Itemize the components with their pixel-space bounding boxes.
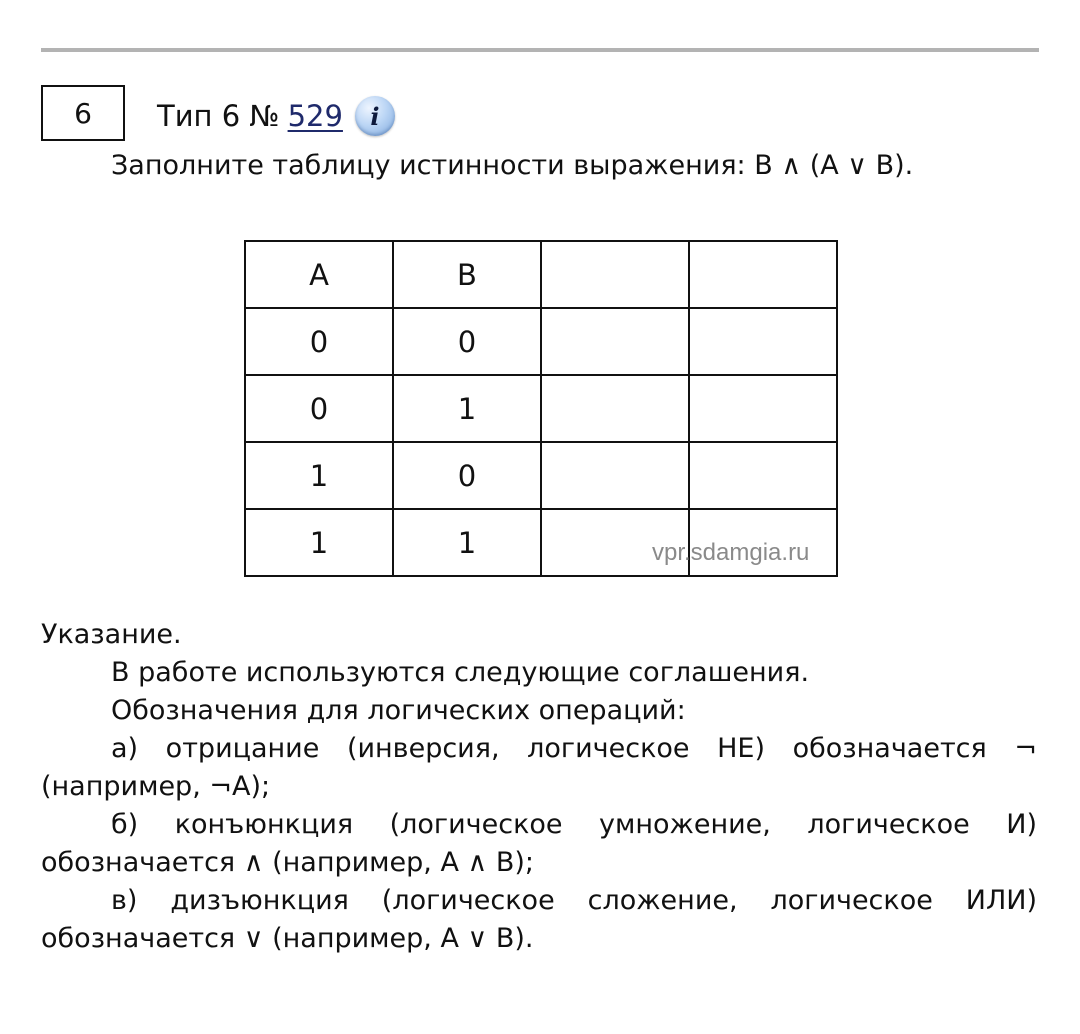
note-paragraph: В работе используются следующие соглашения. xyxy=(111,657,810,688)
top-divider xyxy=(41,48,1039,52)
task-number: 6 xyxy=(74,96,92,130)
note-paragraph: а) отрицание (инверсия, логическое НЕ) обозначается ¬ (например, ¬А); xyxy=(41,733,1037,802)
truth-table xyxy=(244,240,838,577)
table-header-row xyxy=(245,241,837,308)
table-cell: 0 xyxy=(245,308,393,375)
table-cell xyxy=(541,375,689,442)
table-cell: 0 xyxy=(393,442,541,509)
task-number-box xyxy=(41,85,125,141)
table-cell xyxy=(689,375,837,442)
table-cell: 1 xyxy=(393,375,541,442)
table-cell xyxy=(689,442,837,509)
table-cell xyxy=(541,241,689,308)
table-cell: 1 xyxy=(393,509,541,576)
table-cell xyxy=(541,442,689,509)
table-cell: 1 xyxy=(245,442,393,509)
table-row xyxy=(245,308,837,375)
table-cell: 0 xyxy=(245,375,393,442)
table-cell xyxy=(689,308,837,375)
note-paragraph: в) дизъюнкция (логическое сложение, логическое ИЛИ) обозначается ∨ (например, А ∨ В). xyxy=(41,885,1037,954)
info-icon[interactable]: i xyxy=(355,96,395,136)
task-header xyxy=(157,95,395,137)
table-cell: 1 xyxy=(245,509,393,576)
task-type-label: Тип 6 № xyxy=(157,99,280,133)
note-paragraph: Обозначения для логических операций: xyxy=(111,695,686,726)
table-row xyxy=(245,442,837,509)
table-cell: 0 xyxy=(393,308,541,375)
table-cell: B xyxy=(393,241,541,308)
note-paragraph: б) конъюнкция (логическое умножение, логическое И) обозначается ∧ (например, А ∧ В); xyxy=(41,809,1037,878)
table-row xyxy=(245,375,837,442)
table-cell xyxy=(689,241,837,308)
task-id-link[interactable]: 529 xyxy=(287,99,343,133)
table-cell: A xyxy=(245,241,393,308)
table-cell xyxy=(541,308,689,375)
note-heading: Указание. xyxy=(41,619,182,650)
watermark: vpr.sdamgia.ru xyxy=(652,539,810,566)
task-statement: Заполните таблицу истинности выражения: B ∧ (A ∨ B). xyxy=(111,150,914,181)
note-section xyxy=(41,616,1037,958)
